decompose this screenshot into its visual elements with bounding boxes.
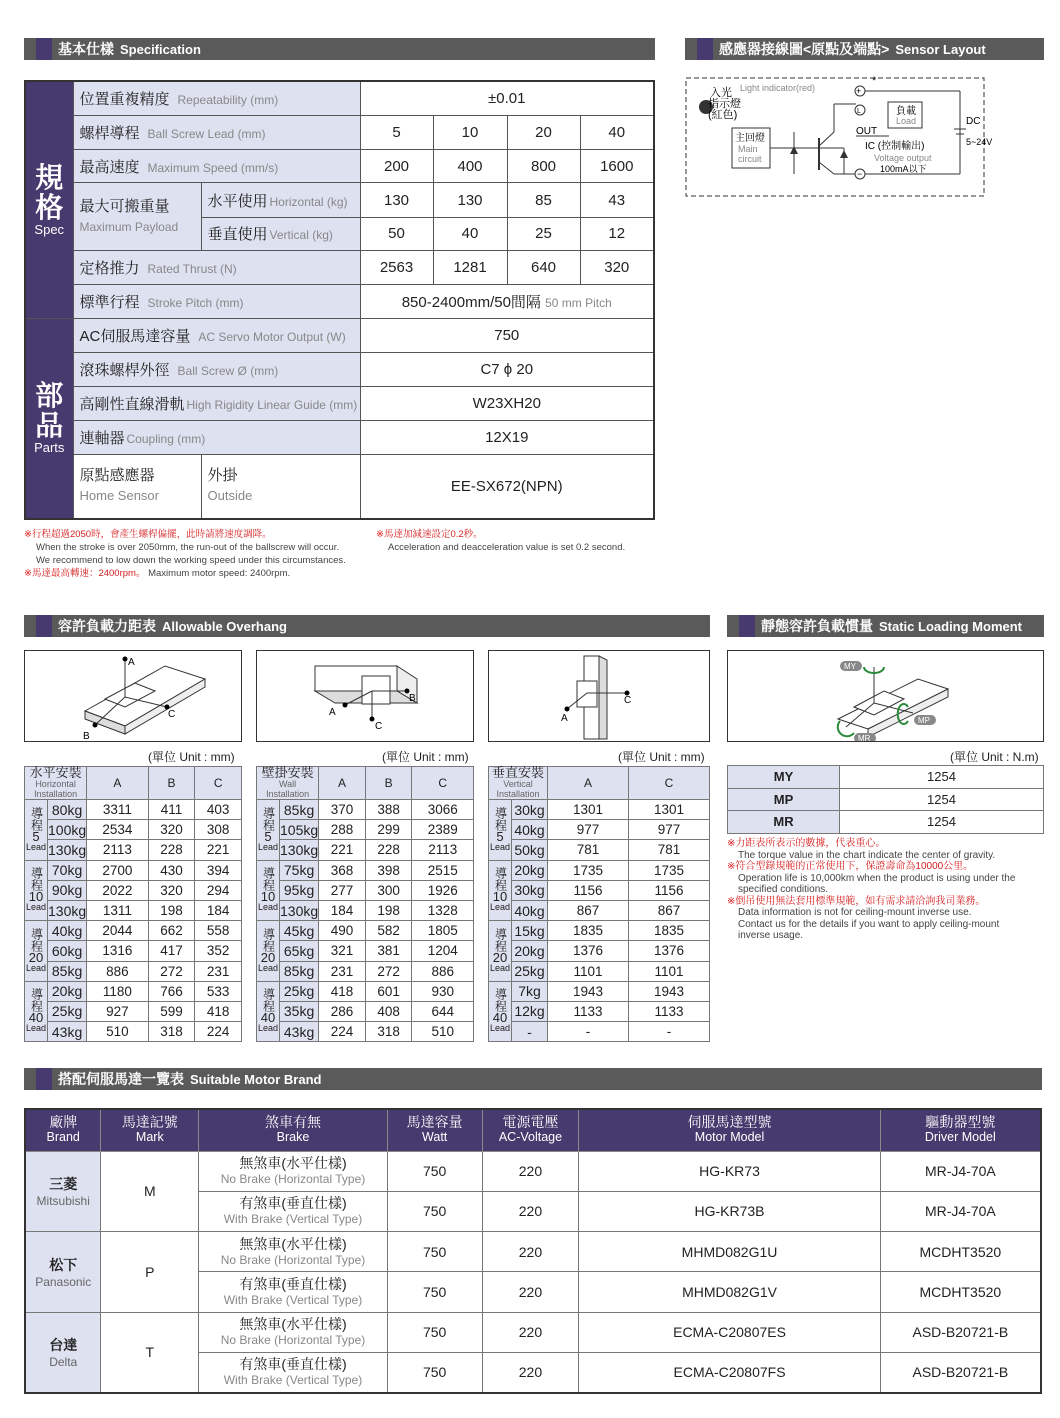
motor-brand-header: 搭配伺服馬達一覽表 Suitable Motor Brand bbox=[24, 1068, 1042, 1090]
repeatability-value: ±0.01 bbox=[360, 81, 654, 115]
sensor-wiring-diagram bbox=[684, 74, 1044, 200]
install-type-header: 垂直安裝 Vertical Installation bbox=[489, 767, 548, 800]
unit-moment: (單位 Unit : N.m) bbox=[950, 750, 1039, 764]
svg-text:circuit: circuit bbox=[738, 154, 762, 164]
svg-text:負載: 負載 bbox=[896, 106, 916, 117]
brand-col-header: 煞車有無 Brake bbox=[199, 1109, 388, 1151]
lead-cell: 導程 5 Lead bbox=[25, 800, 48, 861]
brand-col-header: 驅動器型號 Driver Model bbox=[880, 1109, 1041, 1151]
table-row: 130kg 1311 198 184 bbox=[25, 900, 242, 920]
table-row: 105kg 288 299 2389 bbox=[257, 820, 474, 840]
table-row: 130kg 221 228 2113 bbox=[257, 840, 474, 860]
svg-text:5~24V: 5~24V bbox=[966, 137, 993, 147]
brake-type: 有煞車(垂直仕樣) With Brake (Vertical Type) bbox=[199, 1191, 388, 1231]
table-row: 130kg 2113 228 221 bbox=[25, 840, 242, 860]
vertical-overhang-table bbox=[488, 766, 710, 1042]
brand-col-header: 伺服馬達型號 Motor Model bbox=[579, 1109, 880, 1151]
col-header: A bbox=[87, 767, 149, 800]
table-row: 90kg 2022 320 294 bbox=[25, 880, 242, 900]
svg-text:DC: DC bbox=[966, 116, 981, 127]
svg-text:C: C bbox=[168, 709, 176, 720]
svg-text:MY: MY bbox=[844, 662, 856, 671]
home-sensor-value: EE-SX672(NPN) bbox=[360, 454, 654, 519]
svg-text:Light indicator(red): Light indicator(red) bbox=[740, 83, 816, 93]
table-row: 85kg 886 272 231 bbox=[25, 961, 242, 981]
col-header: C bbox=[195, 767, 242, 800]
svg-text:MP: MP bbox=[918, 716, 930, 725]
svg-text:MR: MR bbox=[858, 734, 871, 741]
lead-cell: 導程 10 Lead bbox=[25, 860, 48, 921]
table-row: 導程 40 Lead 7kg 1943 1943 bbox=[489, 981, 710, 1001]
svg-text:L: L bbox=[857, 108, 861, 115]
col-header: B bbox=[148, 767, 195, 800]
table-row: 導程 5 Lead 80kg 3311 411 403 bbox=[25, 800, 242, 820]
table-row: 40kg 977 977 bbox=[489, 820, 710, 840]
svg-text:A: A bbox=[329, 707, 336, 718]
lead-cell: 導程 20 Lead bbox=[257, 921, 280, 982]
table-row: 43kg 510 318 224 bbox=[25, 1022, 242, 1042]
table-row: 40kg 867 867 bbox=[489, 900, 710, 920]
spec-notes-right: ※馬達加減速設定0.2秒。 Acceleration and deacceleration value is set 0.2 second. bbox=[376, 529, 626, 553]
brake-type: 有煞車(垂直仕樣) With Brake (Vertical Type) bbox=[199, 1352, 388, 1392]
table-row: 有煞車(垂直仕樣) With Brake (Vertical Type) 750 220 MHMD082G1V MCDHT3520 bbox=[25, 1272, 1041, 1312]
lead-cell: 導程 5 Lead bbox=[489, 800, 512, 861]
overhang-header: 容許負載力距表 Allowable Overhang bbox=[24, 615, 710, 637]
motor-brand-table bbox=[24, 1108, 1042, 1394]
svg-text:C: C bbox=[624, 695, 632, 706]
unit-h: (單位 Unit : mm) bbox=[148, 750, 235, 764]
table-row: 導程 5 Lead 30kg 1301 1301 bbox=[489, 800, 710, 820]
brake-type: 無煞車(水平仕樣) No Brake (Horizontal Type) bbox=[199, 1232, 388, 1272]
table-row: 25kg 1101 1101 bbox=[489, 961, 710, 981]
group-spec: 規格 Spec bbox=[25, 81, 73, 318]
wall-install-figure bbox=[256, 650, 474, 742]
vertical-install-figure bbox=[488, 650, 710, 742]
brand-col-header: 電源電壓 AC-Voltage bbox=[482, 1109, 579, 1151]
brake-type: 有煞車(垂直仕樣) With Brake (Vertical Type) bbox=[199, 1272, 388, 1312]
group-parts: 部品 Parts bbox=[25, 318, 73, 519]
motor-mark: T bbox=[101, 1312, 199, 1393]
lead-cell: 導程 10 Lead bbox=[257, 860, 280, 921]
table-row: 導程 20 Lead 40kg 2044 662 558 bbox=[25, 921, 242, 941]
static-moment-header: 靜態容許負載慣量 Static Loading Moment bbox=[727, 615, 1044, 637]
table-row: 100kg 2534 320 308 bbox=[25, 820, 242, 840]
brand-col-header: 廠牌 Brand bbox=[25, 1109, 101, 1151]
table-row: 65kg 321 381 1204 bbox=[257, 941, 474, 961]
motor-mark: P bbox=[101, 1232, 199, 1313]
table-row: 導程 40 Lead 25kg 418 601 930 bbox=[257, 981, 474, 1001]
spec-table: 規格 Spec 位置重複精度 Repeatability (mm) ±0.01 螺桿導程 Ball Screw Lead (mm) 5 10 20 40 最高速度 Maximum Speed (mm/s) 200 400 800 1600 最大可搬重量 Maximum Payload 水平使用 Horizontal (kg) 130 130 85 43 垂直使用 Vertical (kg) 50 40 25 12 定格推力 Rated Thrust (N) 2563 1281 640 320 標準行程 Stroke Pitch (mm) 850-2400mm/50間隔 50 mm Pitch 部品 Parts AC伺服馬達容量 AC Servo Motor Output (W) 750 滾珠螺桿外徑 Ball Screw Ø (mm) C7 ϕ 20 高剛性直線滑軌 High Rigidity Linear Guide (mm) W23XH20 連軸器 Coupling (mm) 12X19 原點感應器 Home Sensor 外掛 Outside EE-SX672(NPN) bbox=[24, 80, 655, 520]
table-row: 導程 40 Lead 20kg 1180 766 533 bbox=[25, 981, 242, 1001]
table-row: 導程 20 Lead 15kg 1835 1835 bbox=[489, 921, 710, 941]
lead-cell: 導程 20 Lead bbox=[25, 921, 48, 982]
table-row: 導程 10 Lead 20kg 1735 1735 bbox=[489, 860, 710, 880]
svg-text:Load: Load bbox=[896, 116, 917, 126]
table-row: 85kg 231 272 886 bbox=[257, 961, 474, 981]
svg-text:B: B bbox=[83, 731, 90, 741]
lead-cell: 導程 5 Lead bbox=[257, 800, 280, 861]
svg-text:Main: Main bbox=[738, 144, 758, 154]
static-moment-notes: ※力距表所表示的數據，代表重心。 The torque value in the chart indicate the center of gravity. ※符合型錄規範的正常使用下，保證壽命為10000公里。 Operation life is 10,000km when the product is using under the specified conditions. ※倒吊使用無法套用標準規範，如有需求請洽詢我司業務。 Data information is not for ceiling-mount inverse use. Contact us for the details if you want to apply ceiling-mount inverse usage. bbox=[727, 838, 1016, 941]
svg-text:A: A bbox=[128, 657, 135, 668]
unit-w: (單位 Unit : mm) bbox=[382, 750, 469, 764]
table-row: - - - bbox=[489, 1022, 710, 1042]
install-type-header: 水平安裝 Horizontal Installation bbox=[25, 767, 87, 800]
brake-type: 無煞車(水平仕樣) No Brake (Horizontal Type) bbox=[199, 1312, 388, 1352]
table-row: 導程 5 Lead 85kg 370 388 3066 bbox=[257, 800, 474, 820]
lead-cell: 導程 40 Lead bbox=[489, 981, 512, 1042]
table-row: 12kg 1133 1133 bbox=[489, 1001, 710, 1021]
brand-name: 松下 Panasonic bbox=[25, 1232, 101, 1313]
svg-text:(紅色): (紅色) bbox=[708, 109, 738, 121]
brand-name: 三菱 Mitsubishi bbox=[25, 1151, 101, 1232]
table-row: 有煞車(垂直仕樣) With Brake (Vertical Type) 750 220 ECMA-C20807FS ASD-B20721-B bbox=[25, 1352, 1041, 1392]
col-header: C bbox=[412, 767, 474, 800]
brake-type: 無煞車(水平仕樣) No Brake (Horizontal Type) bbox=[199, 1151, 388, 1191]
svg-text:主回燈: 主回燈 bbox=[735, 133, 765, 144]
table-row: 50kg 781 781 bbox=[489, 840, 710, 860]
col-header: A bbox=[548, 767, 629, 800]
svg-text:C: C bbox=[375, 721, 383, 732]
table-row: 35kg 286 408 644 bbox=[257, 1001, 474, 1021]
horizontal-install-figure bbox=[24, 650, 242, 742]
lead-cell: 導程 40 Lead bbox=[25, 981, 48, 1042]
svg-text:*: * bbox=[872, 75, 877, 87]
table-row: 導程 20 Lead 45kg 490 582 1805 bbox=[257, 921, 474, 941]
svg-text:A: A bbox=[561, 713, 568, 724]
svg-text:Voltage output: Voltage output bbox=[874, 153, 932, 163]
unit-v: (單位 Unit : mm) bbox=[618, 750, 705, 764]
sensor-layout-header: 感應器接線圖<原點及端點> Sensor Layout bbox=[685, 38, 1044, 60]
table-row: 43kg 224 318 510 bbox=[257, 1022, 474, 1042]
svg-text:+: + bbox=[856, 86, 862, 96]
table-row: 松下 Panasonic P 無煞車(水平仕樣) No Brake (Horizontal Type) 750 220 MHMD082G1U MCDHT3520 bbox=[25, 1232, 1041, 1272]
motor-mark: M bbox=[101, 1151, 199, 1232]
svg-text:100mA以下: 100mA以下 bbox=[880, 164, 927, 174]
table-row: 導程 10 Lead 70kg 2700 430 394 bbox=[25, 860, 242, 880]
lead-cell: 導程 40 Lead bbox=[257, 981, 280, 1042]
table-row: 有煞車(垂直仕樣) With Brake (Vertical Type) 750 220 HG-KR73B MR-J4-70A bbox=[25, 1191, 1041, 1231]
brand-col-header: 馬達容量 Watt bbox=[387, 1109, 482, 1151]
col-header: B bbox=[365, 767, 412, 800]
install-type-header: 壁掛安裝 Wall Installation bbox=[257, 767, 319, 800]
lead-cell: 導程 20 Lead bbox=[489, 921, 512, 982]
spec-header: 基本仕樣 Specification bbox=[24, 38, 655, 60]
svg-text:OUT: OUT bbox=[856, 126, 878, 137]
table-row: 25kg 927 599 418 bbox=[25, 1001, 242, 1021]
svg-text:IC (控制輸出): IC (控制輸出) bbox=[865, 141, 925, 152]
col-header: A bbox=[319, 767, 366, 800]
table-row: 20kg 1376 1376 bbox=[489, 941, 710, 961]
brand-col-header: 馬達記號 Mark bbox=[101, 1109, 199, 1151]
svg-text:指示燈: 指示燈 bbox=[708, 98, 741, 110]
table-row: 130kg 184 198 1328 bbox=[257, 900, 474, 920]
svg-text:入光: 入光 bbox=[710, 87, 732, 99]
table-row: 30kg 1156 1156 bbox=[489, 880, 710, 900]
table-row: 導程 10 Lead 75kg 368 398 2515 bbox=[257, 860, 474, 880]
svg-text:B: B bbox=[409, 693, 416, 704]
static-moment-table: MY 1254 MP 1254 MR 1254 bbox=[727, 765, 1044, 834]
table-row: 95kg 277 300 1926 bbox=[257, 880, 474, 900]
horizontal-overhang-table bbox=[24, 766, 242, 1042]
spec-notes-left: ※行程超過2050時，會產生螺桿偏擺，此時請將速度調降。 When the stroke is over 2050mm, the run-out of the ballscrew will occur. We recommend to low down the working speed under this circumstances. ※馬達最高轉速：2400rpm。 Maximum motor speed: 2400rpm. bbox=[24, 529, 346, 579]
table-row: 台達 Delta T 無煞車(水平仕樣) No Brake (Horizontal Type) 750 220 ECMA-C20807ES ASD-B20721-B bbox=[25, 1312, 1041, 1352]
table-row: 三菱 Mitsubishi M 無煞車(水平仕樣) No Brake (Horizontal Type) 750 220 HG-KR73 MR-J4-70A bbox=[25, 1151, 1041, 1191]
wall-overhang-table bbox=[256, 766, 474, 1042]
svg-text:−: − bbox=[857, 169, 863, 179]
static-moment-figure bbox=[727, 650, 1044, 742]
brand-name: 台達 Delta bbox=[25, 1312, 101, 1393]
lead-cell: 導程 10 Lead bbox=[489, 860, 512, 921]
col-header: C bbox=[629, 767, 710, 800]
table-row: 60kg 1316 417 352 bbox=[25, 941, 242, 961]
